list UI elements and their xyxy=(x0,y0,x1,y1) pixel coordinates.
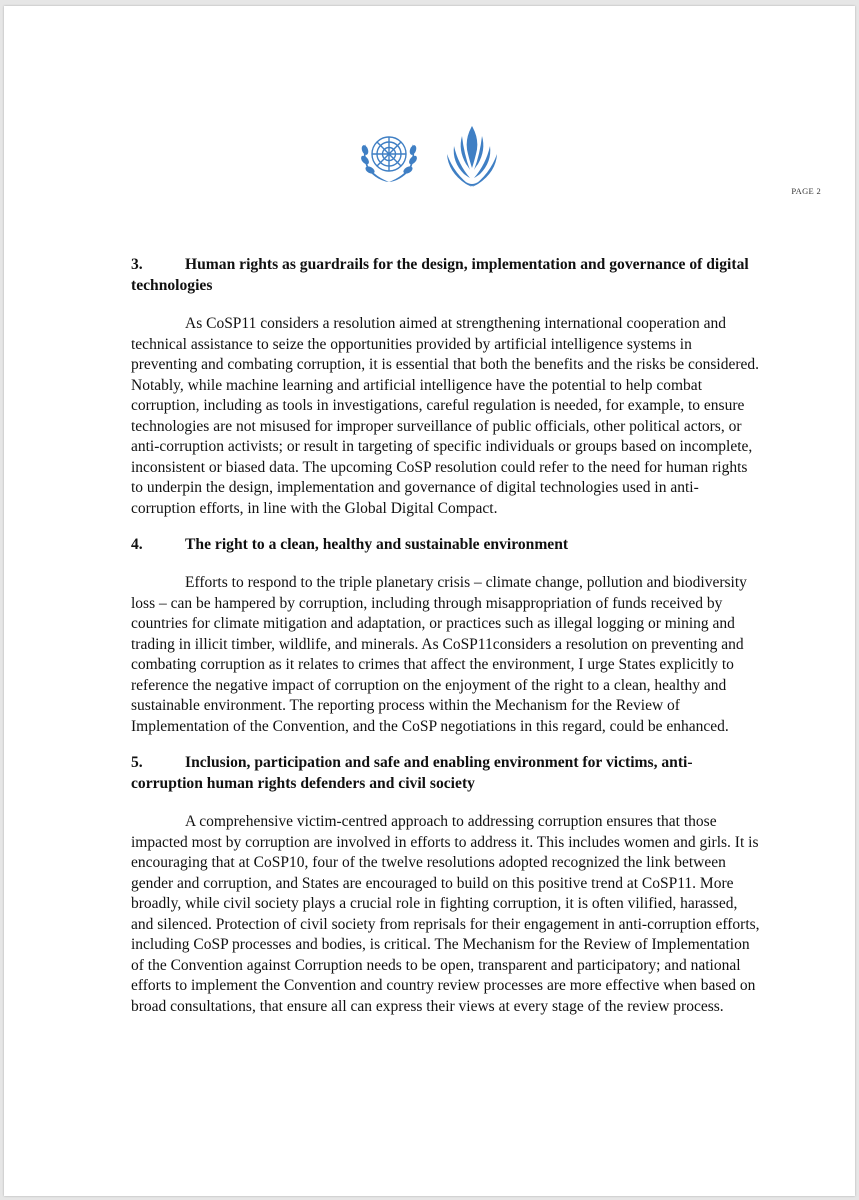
section-title: The right to a clean, healthy and sustainable environment xyxy=(185,536,569,553)
document-page xyxy=(4,6,855,1196)
section-title: Inclusion, participation and safe and enabling environment for victims, anti-corruption human rights defenders and civil society xyxy=(131,754,693,792)
section-heading xyxy=(131,254,761,296)
section-paragraph: A comprehensive victim-centred approach to addressing corruption ensures that those impacted most by corruption are involved in efforts to address it. This includes women and girls. It is encouraging that at CoSP10, four of the twelve resolutions adopted recognized the link between gender and corruption, and States are encouraged to build on this positive trend at CoSP11. More broadly, while civil society plays a crucial role in fighting corruption, it is often vilified, harassed, and silenced. Protection of civil society from reprisals for their engagement in anti-corruption efforts, including CoSP processes and bodies, is critical. The Mechanism for the Review of Implementation of the Convention against Corruption needs to be open, transparent and participatory; and national efforts to implement the Convention and country review processes are more effective when based on broad consultations, that ensure all can express their views at every stage of the review process. xyxy=(131,813,760,1015)
section-number: 3. xyxy=(131,256,143,273)
document-body xyxy=(131,254,761,1032)
ohchr-flame-icon xyxy=(440,124,504,190)
section-number: 5. xyxy=(131,754,143,771)
section-paragraph: As CoSP11 considers a resolution aimed at strengthening international cooperation and technical assistance to seize the opportunities provided by artificial intelligence systems in preventing and combating corruption, it is essential that both the benefits and the risks be considered. Notably, while machine learning and artificial intelligence have the potential to help combat corruption, including as tools in investigations, careful regulation is needed, for example, to ensure technologies are not misused for improper surveillance of public officials, other political actors, or anti-corruption activists; or result in targeting of specific individuals or groups based on incomplete, inconsistent or biased data. The upcoming CoSP resolution could refer to the need for human rights to underpin the design, implementation and governance of digital technologies used in anti-corruption efforts, in line with the Global Digital Compact. xyxy=(131,315,760,517)
section-4 xyxy=(131,534,761,737)
page-number: PAGE 2 xyxy=(791,186,821,196)
section-5 xyxy=(131,752,761,1017)
section-paragraph: Efforts to respond to the triple planetary crisis – climate change, pollution and biodiversity loss – can be hampered by corruption, including through misappropriation of funds received by countries for climate mitigation and adaptation, or practices such as illegal logging or mining and trading in illicit timber, wildlife, and minerals. As CoSP11considers a resolution on preventing and combating corruption as it relates to crimes that affect the environment, I urge States explicitly to reference the negative impact of corruption on the enjoyment of the right to a clean, healthy and sustainable environment. The reporting process within the Mechanism for the Review of Implementation of the Convention, and the CoSP negotiations in this regard, could be enhanced. xyxy=(131,574,747,735)
section-number: 4. xyxy=(131,536,143,553)
un-emblem-icon xyxy=(356,126,422,186)
section-heading xyxy=(131,752,761,794)
section-title: Human rights as guardrails for the design, implementation and governance of digital technologies xyxy=(131,256,749,294)
section-heading xyxy=(131,534,761,555)
section-3 xyxy=(131,254,761,519)
